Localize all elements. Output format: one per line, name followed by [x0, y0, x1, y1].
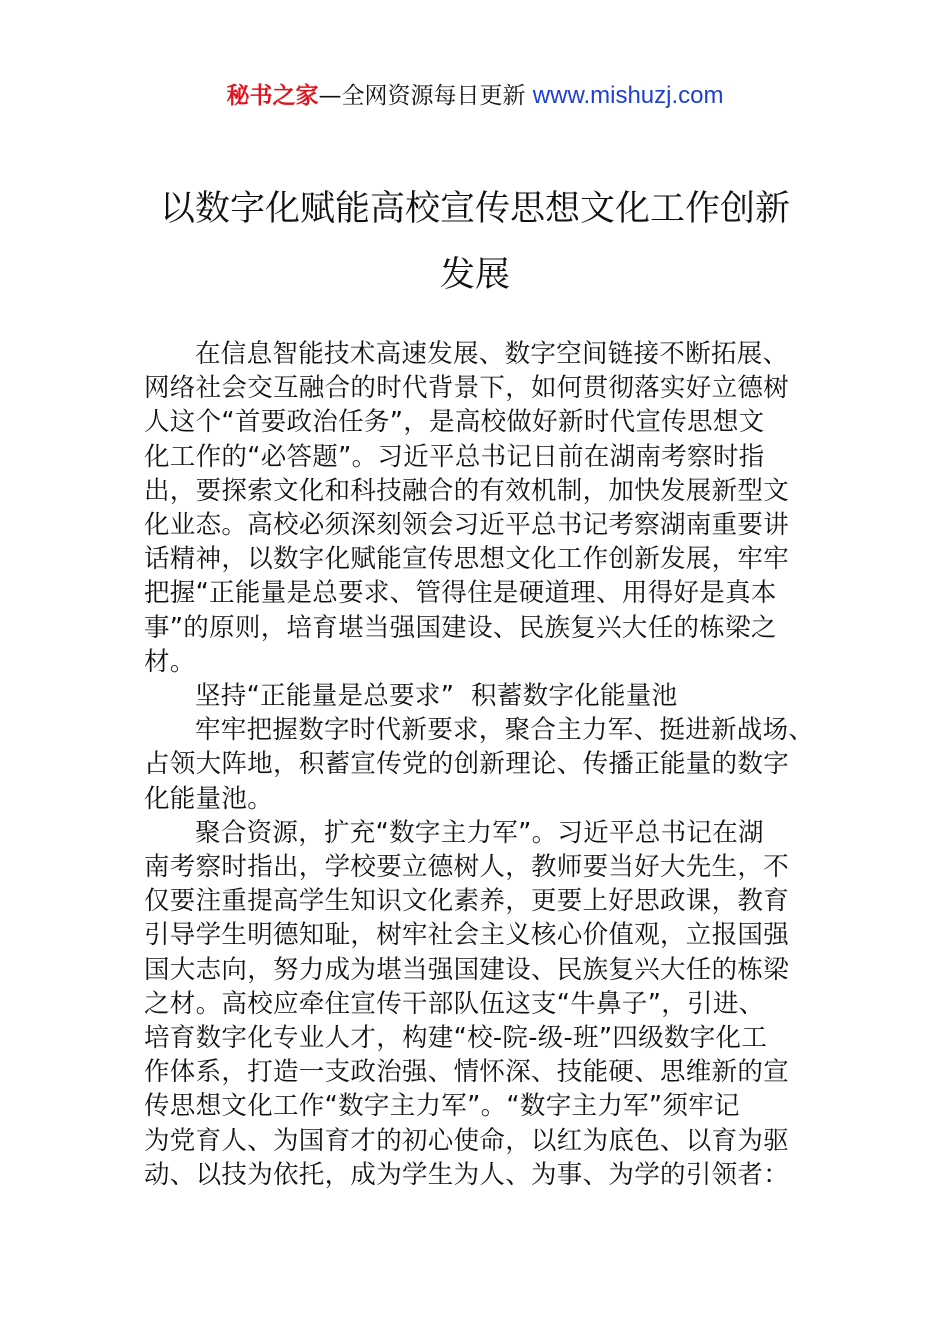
header-tagline: —全网资源每日更新: [318, 83, 533, 109]
body-line: 牢牢把握数字时代新要求，聚合主力军、挺进新战场、: [195, 715, 815, 746]
body-line: 传思想文化工作“数字主力军”。“数字主力军”须牢记: [144, 1091, 740, 1122]
brand-name: 秘书之家: [226, 83, 319, 109]
body-line: 人这个“首要政治任务”，是高校做好新时代宣传思想文: [144, 407, 765, 438]
title-line-1: 以数字化赋能高校宣传思想文化工作创新: [159, 189, 790, 229]
body-line: 化工作的“必答题”。习近平总书记日前在湖南考察时指: [144, 441, 765, 472]
body-line: 事”的原则，培育堪当强国建设、民族复兴大任的栋梁之: [144, 612, 777, 643]
body-line: 出，要探索文化和科技融合的有效机制，加快发展新型文: [144, 475, 790, 506]
body-line: 引导学生明德知耻，树牢社会主义核心价值观，立报国强: [144, 920, 790, 951]
document-title: [100, 176, 850, 308]
body-line: 国大志向，努力成为堪当强国建设、民族复兴大任的栋梁: [144, 954, 790, 985]
body-line: 作体系，打造一支政治强、情怀深、技能硬、思维新的宣: [144, 1057, 790, 1088]
body-line: 话精神，以数字化赋能宣传思想文化工作创新发展，牢牢: [144, 544, 790, 575]
site-url-link[interactable]: www.mishuzj.com: [532, 82, 724, 109]
body-line: 材。: [144, 646, 196, 677]
body-line: 动、以技为依托，成为学生为人、为事、为学的引领者：: [144, 1159, 790, 1190]
body-line: 聚合资源，扩充“数字主力军”。习近平总书记在湖: [195, 817, 764, 848]
document-body: [144, 337, 815, 1192]
body-line: 培育数字化专业人才，构建“校-院-级-班”四级数字化工: [144, 1023, 768, 1054]
body-line: 在信息智能技术高速发展、数字空间链接不断拓展、: [195, 339, 789, 369]
body-line: 把握“正能量是总要求、管得住是硬道理、用得好是真本: [144, 578, 777, 609]
body-line: 化业态。高校必须深刻领会习近平总书记考察湖南重要讲: [144, 510, 790, 541]
body-line: 为党育人、为国育才的初心使命，以红为底色、以育为驱: [144, 1125, 790, 1156]
site-header: [0, 80, 950, 112]
section-heading: 坚持“正能量是总要求” 积蓄数字化能量池: [195, 681, 678, 712]
body-line: 化能量池。: [144, 783, 274, 814]
title-line-2: 发展: [439, 255, 510, 295]
body-line: 占领大阵地，积蓄宣传党的创新理论、传播正能量的数字: [144, 749, 790, 780]
body-line: 网络社会交互融合的时代背景下，如何贯彻落实好立德树: [144, 373, 790, 404]
body-line: 之材。高校应牵住宣传干部队伍这支“牛鼻子”，引进、: [144, 988, 765, 1019]
body-line: 南考察时指出，学校要立德树人，教师要当好大先生，不: [144, 852, 790, 883]
body-line: 仅要注重提高学生知识文化素养，更要上好思政课，教育: [144, 886, 790, 917]
